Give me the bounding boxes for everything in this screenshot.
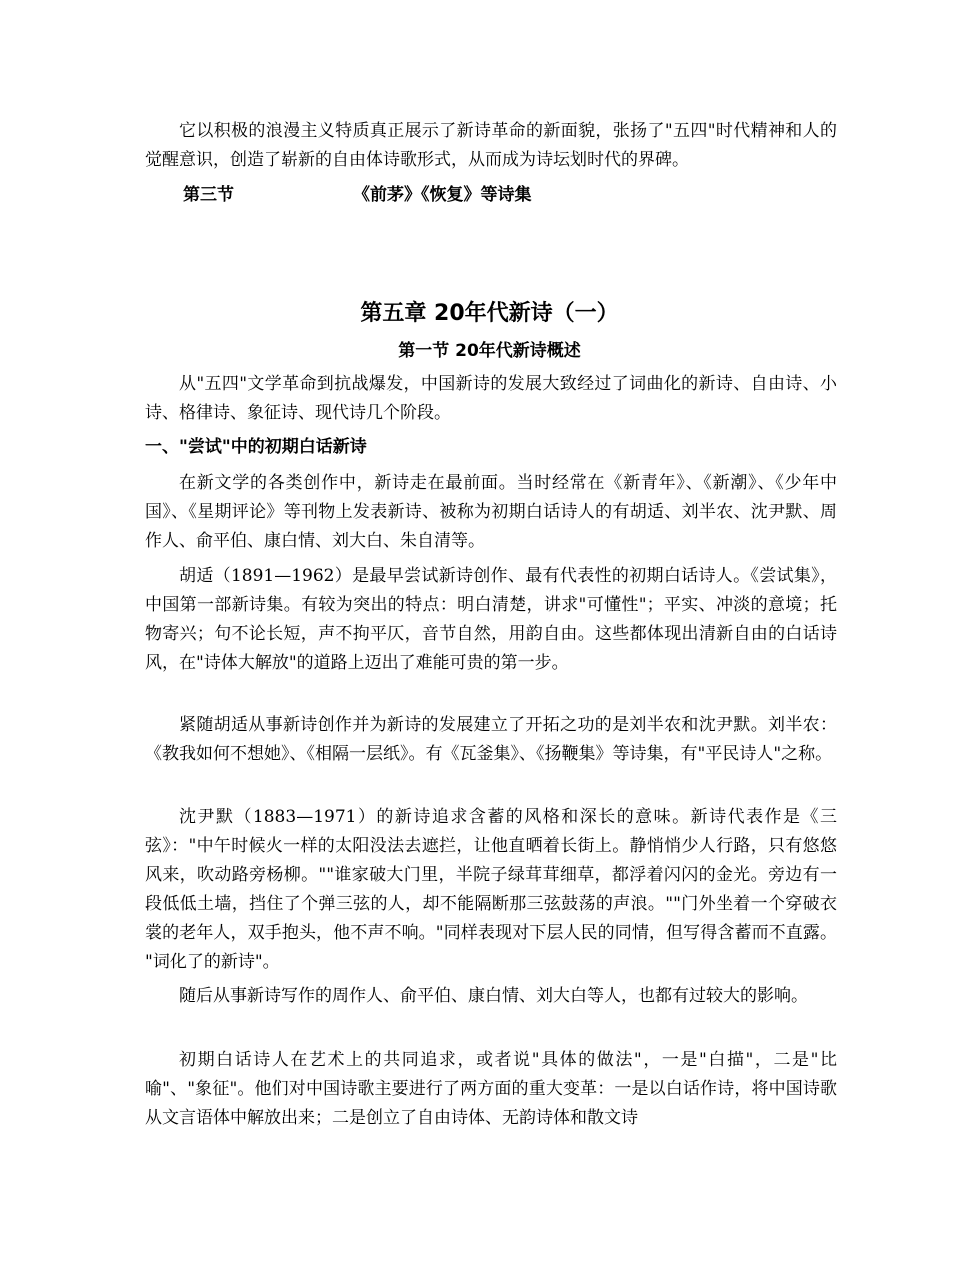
paragraph-later-poets: 随后从事新诗写作的周作人、俞平伯、康白情、刘大白等人，也都有过较大的影响。	[179, 986, 808, 1006]
paragraph-artistic-pursuit: 初期白话诗人在艺术上的共同追求，或者说"具体的做法"，一是"白描"，二是"比喻"、"象征"。他们对中国诗歌主要进行了两方面的重大变革：一是以白话作诗，将中国诗歌从文言语体中解放出来；二是创立了自由诗体、无韵诗体和散文诗	[145, 1050, 837, 1128]
section-3-label: 第三节	[183, 185, 234, 205]
section-3-title: 《前茅》《恢复》等诗集	[353, 185, 532, 205]
paragraph-romanticism: 它以积极的浪漫主义特质真正展示了新诗革命的新面貌，张扬了"五四"时代精神和人的觉醒意识，创造了崭新的自由体诗歌形式，从而成为诗坛划时代的界碑。	[145, 121, 837, 170]
paragraph-shen-yinmo: 沈尹默（1883—1971）的新诗追求含蓄的风格和深长的意味。新诗代表作是《三弦》："中午时候火一样的太阳没法去遮拦，让他直晒着长街上。静悄悄少人行路，只有悠悠风来，吹动路旁杨柳。""谁家破大门里，半院子绿茸茸细草，都浮着闪闪的金光。旁边有一段低低土墙，挡住了个弹三弦的人，却不能隔断那三弦鼓荡的声浪。""门外坐着一个穿破衣裳的老年人，双手抱头，他不声不响。"同样表现对下层人民的同情，但写得含蓄而不直露。 "词化了的新诗"。	[145, 807, 837, 972]
paragraph-new-poetry-pioneers: 在新文学的各类创作中，新诗走在最前面。当时经常在《新青年》、《新潮》、《少年中国》、《星期评论》等刊物上发表新诗、被称为初期白话诗人的有胡适、刘半农、沈尹默、周作人、俞平伯、康白情、刘大白、朱自清等。	[145, 473, 837, 551]
paragraph-overview: 从"五四"文学革命到抗战爆发，中国新诗的发展大致经过了词曲化的新诗、自由诗、小诗、格律诗、象征诗、现代诗几个阶段。	[145, 374, 837, 423]
section-1-title: 第一节 20年代新诗概述	[398, 341, 581, 361]
chapter-title: 第五章 20年代新诗（一）	[360, 301, 619, 326]
paragraph-hu-shi: 胡适（1891—1962）是最早尝试新诗创作、最有代表性的初期白话诗人。《尝试集》，中国第一部新诗集。有较为突出的特点：明白清楚，讲求"可懂性"；平实、冲淡的意境；托物寄兴；句不论长短，声不拘平仄，音节自然，用韵自由。这些都体现出清新自由的白话诗风，在"诗体大解放"的道路上迈出了难能可贵的第一步。	[145, 566, 837, 673]
paragraph-liu-bannong: 紧随胡适从事新诗创作并为新诗的发展建立了开拓之功的是刘半农和沈尹默。刘半农：《教我如何不想她》、《相隔一层纸》。有《瓦釜集》、《扬鞭集》等诗集，有"平民诗人"之称。	[145, 715, 837, 764]
subheading-early-vernacular: 一、"尝试"中的初期白话新诗	[145, 437, 367, 457]
